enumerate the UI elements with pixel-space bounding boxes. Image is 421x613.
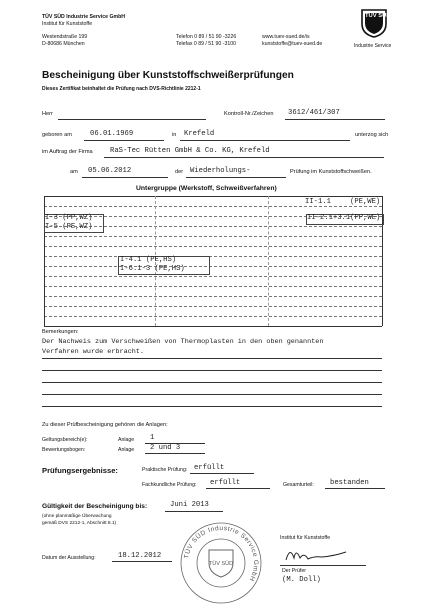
evaluation-sheet-label: Bewertungsbogen:	[42, 447, 86, 453]
validity-label: Gültigkeit der Bescheinigung bis:	[42, 503, 148, 510]
official-stamp-icon	[176, 518, 266, 608]
salutation-label: Herr	[42, 111, 53, 117]
table-header: Untergruppe (Werkstoff, Schweißverfahren)	[136, 185, 277, 192]
email-link[interactable]: kunststoffe@tuev-sued.de	[262, 41, 323, 47]
division-name: Industrie Service	[354, 43, 392, 49]
validity-value: Juni 2013	[170, 501, 209, 509]
city-address: D-80686 München	[42, 41, 85, 47]
table-entry: I-4.1 (PE,HS)	[120, 256, 177, 264]
client-company-value: RaS-Tec Rütten GmbH & Co. KG, Krefeld	[110, 147, 270, 155]
overall-result-value: bestanden	[330, 479, 369, 487]
document-subtitle: Dieses Zertifikat beinhaltet die Prüfung nach DVS-Richtlinie 2212-1	[42, 86, 201, 92]
svg-text:TÜV SÜD: TÜV SÜD	[208, 561, 234, 567]
control-number-label: Kontroll-Nr./Zeichen	[224, 111, 274, 117]
theory-exam-value: erfüllt	[210, 479, 241, 487]
validity-range-annex-label: Anlage	[118, 437, 135, 443]
remarks-line-2: Verfahren wurde erbracht.	[42, 348, 144, 356]
theory-exam-label: Fachkundliche Prüfung:	[142, 482, 197, 488]
table-entry-sub: (PE,WE)	[350, 198, 381, 206]
practical-exam-label: Praktische Prüfung:	[142, 467, 188, 473]
exam-type-label: Prüfung im Kunststoffschweißen.	[290, 169, 372, 175]
validity-range-annex-value: 1	[150, 434, 155, 442]
exam-type-value: Wiederholungs-	[190, 167, 251, 175]
validity-range-label: Geltungsbereich(e):	[42, 437, 88, 443]
evaluation-sheet-annex-value: 2 und 3	[150, 444, 181, 452]
issue-date-value: 18.12.2012	[118, 552, 162, 560]
document-title: Bescheinigung über Kunststoffschweißerprüfungen	[42, 70, 294, 81]
logo-text: TÜV SÜD	[365, 13, 391, 19]
exam-type-prefix: der	[175, 169, 184, 175]
submitted-label: unterzog sich	[355, 132, 389, 138]
validity-note-1: (ohne planmäßige Überwachung	[42, 514, 112, 519]
table-entry: II-2.1+3.1(PP,WE)	[307, 214, 381, 222]
company-name: TÜV SÜD Industrie Service GmbH	[42, 14, 126, 20]
birth-date-label: geboren am	[42, 132, 72, 138]
practical-exam-value: erfüllt	[194, 464, 225, 472]
fax-number: Telefax 0 89 / 51 90 -3100	[176, 41, 236, 47]
table-entry: II-1.1	[305, 198, 331, 206]
evaluation-sheet-annex-label: Anlage	[118, 447, 135, 453]
signatory-institute: Institut für Kunststoffe	[280, 535, 331, 541]
remarks-label: Bemerkungen:	[42, 329, 79, 335]
table-entry: I-6.1-3 (PE,HS)	[120, 265, 185, 273]
street-address: Westendstraße 199	[42, 34, 88, 40]
phone-number: Telefon 0 89 / 51 90 -3226	[176, 34, 237, 40]
birthplace-value: Krefeld	[184, 130, 215, 138]
handwritten-signature	[282, 542, 362, 566]
results-label: Prüfungsergebnisse:	[42, 466, 118, 475]
exam-date-value: 05.06.2012	[88, 167, 132, 175]
birth-date-value: 06.01.1969	[90, 130, 134, 138]
table-entry: I-5 (PE,WZ)	[45, 223, 93, 231]
remarks-line-1: Der Nachweis zum Verschweißen von Thermoplasten in den oben genannten	[42, 338, 324, 346]
signatory-name: (M. Doll)	[282, 576, 321, 584]
client-company-label: im Auftrag der Firma	[42, 149, 93, 155]
control-number-value: 3612/461/307	[288, 109, 340, 117]
website-link[interactable]: www.tuev-sued.de/is	[262, 34, 310, 40]
signatory-role: Der Prüfer	[282, 568, 306, 574]
institute-name: Institut für Kunststoffe	[42, 21, 93, 27]
birthplace-label: in	[172, 132, 177, 138]
exam-date-label: am	[70, 169, 78, 175]
issue-date-label: Datum der Ausstellung:	[42, 555, 96, 561]
svg-text:TÜV SÜD Industrie Service GmbH: TÜV SÜD Industrie Service GmbH	[183, 524, 260, 583]
overall-result-label: Gesamturteil:	[283, 482, 314, 488]
attachments-intro: Zu dieser Prüfbescheinigung gehören die Anlagen:	[42, 422, 168, 428]
table-entry: I-3 (PP,WZ)	[45, 214, 93, 222]
validity-note-2: gemäß DVS 2212-1, Abschnitt 8.1)	[42, 521, 117, 526]
